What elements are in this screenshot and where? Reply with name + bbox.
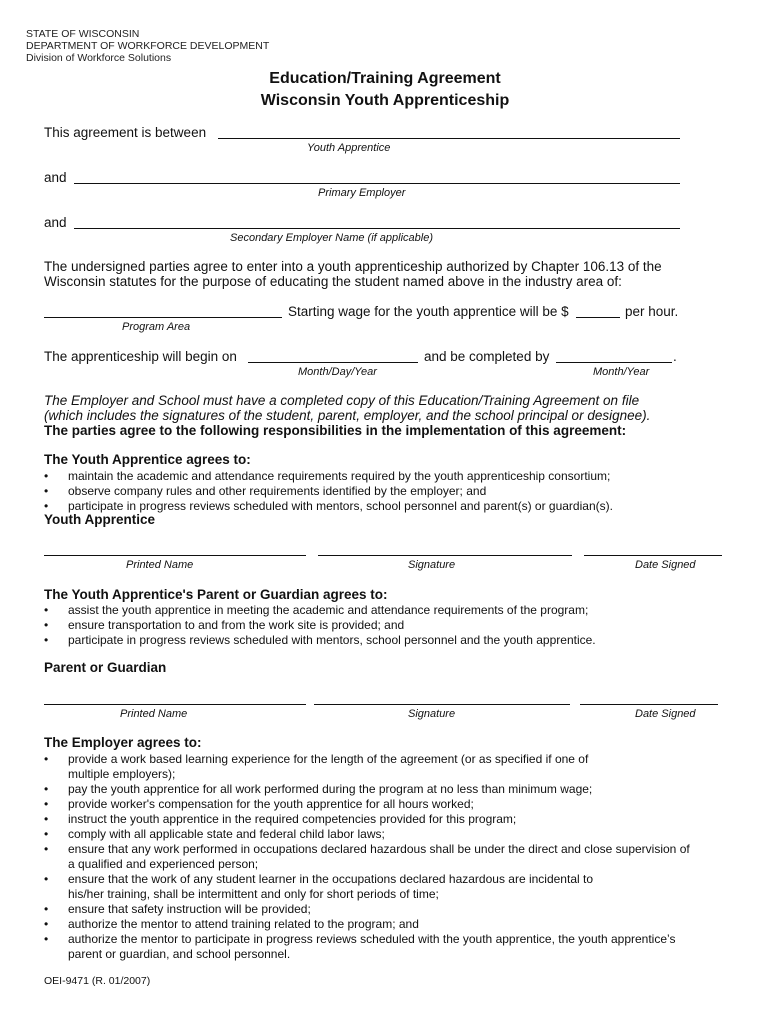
youth-apprentice-line[interactable] [218, 138, 680, 139]
bullet: • [44, 618, 49, 632]
bullet: • [44, 917, 49, 931]
bullet: • [44, 902, 49, 916]
begin-date-line[interactable] [248, 362, 418, 363]
youth-heading: The Youth Apprentice agrees to: [44, 452, 251, 467]
youth-item: maintain the academic and attendance requirements required by the youth apprenticeship consortium; [68, 469, 611, 483]
employer-item: authorize the mentor to attend training related to the program; and [68, 917, 419, 931]
intro-line-1: The undersigned parties agree to enter into a youth apprenticeship authorized by Chapter 106.13 of the [44, 259, 662, 274]
youth-signature-line[interactable] [318, 555, 572, 556]
employer-item: ensure that safety instruction will be provided; [68, 902, 311, 916]
agency-department: DEPARTMENT OF WORKFORCE DEVELOPMENT [26, 40, 270, 52]
employer-item: authorize the mentor to participate in progress reviews scheduled with the youth apprentice, the youth apprentice’s [68, 932, 676, 946]
parent-date-caption: Date Signed [635, 708, 696, 720]
intro-line-2: Wisconsin statutes for the purpose of educating the student named above in the industry area of: [44, 274, 622, 289]
agency-state: STATE OF WISCONSIN [26, 28, 140, 40]
between-label: This agreement is between [44, 125, 207, 140]
employer-item-continued: his/her training, shall be intermittent and only for short periods of time; [68, 887, 439, 901]
bullet: • [44, 499, 49, 513]
wage-text: Starting wage for the youth apprentice will be $ [288, 304, 569, 319]
parent-item: assist the youth apprentice in meeting the academic and attendance requirements of the program; [68, 603, 589, 617]
employer-item: pay the youth apprentice for all work performed during the program at no less than minimum wage; [68, 782, 593, 796]
employer-item: ensure that the work of any student learner in the occupations declared hazardous are incidental to [68, 872, 593, 886]
employer-item-continued: a qualified and experienced person; [68, 857, 259, 871]
notice-line-1: The Employer and School must have a completed copy of this Education/Training Agreement on file [44, 393, 640, 408]
youth-date-caption: Date Signed [635, 559, 696, 571]
youth-signature-heading: Youth Apprentice [44, 512, 155, 527]
completed-label: and be completed by [424, 349, 550, 364]
youth-printed-name-line[interactable] [44, 555, 306, 556]
bullet: • [44, 932, 49, 946]
parent-signature-heading: Parent or Guardian [44, 660, 167, 675]
employer-item: provide a work based learning experience for the length of the agreement (or as specified if one of [68, 752, 589, 766]
parent-signature-caption: Signature [408, 708, 456, 720]
employer-item: comply with all applicable state and federal child labor laws; [68, 827, 385, 841]
notice-line-2: (which includes the signatures of the student, parent, employer, and the school principal or designee). [44, 408, 651, 423]
bullet: • [44, 469, 49, 483]
bullet: • [44, 752, 49, 766]
parent-item: ensure transportation to and from the work site is provided; and [68, 618, 405, 632]
notice-line-3: The parties agree to the following responsibilities in the implementation of this agreement: [44, 423, 627, 438]
form-number: OEI-9471 (R. 01/2007) [44, 975, 151, 987]
begin-date-caption: Month/Day/Year [298, 366, 377, 378]
secondary-employer-caption: Secondary Employer Name (if applicable) [230, 232, 433, 244]
bullet: • [44, 827, 49, 841]
end-period: . [673, 349, 677, 364]
form-subtitle: Wisconsin Youth Apprenticeship [260, 92, 510, 109]
and-label-1: and [44, 170, 67, 185]
wage-amount-line[interactable] [576, 317, 620, 318]
parent-item: participate in progress reviews scheduled with mentors, school personnel and the youth apprentice. [68, 633, 596, 647]
employer-heading: The Employer agrees to: [44, 735, 202, 750]
form-title: Education/Training Agreement [269, 70, 501, 87]
program-area-line[interactable] [44, 317, 282, 318]
bullet: • [44, 797, 49, 811]
end-date-caption: Month/Year [593, 366, 650, 378]
program-area-caption: Program Area [122, 321, 191, 333]
parent-signature-line[interactable] [314, 704, 570, 705]
end-date-line[interactable] [556, 362, 672, 363]
employer-item: ensure that any work performed in occupations declared hazardous shall be under the direct and close supervision of [68, 842, 690, 856]
youth-apprentice-caption: Youth Apprentice [307, 142, 391, 154]
employer-item: provide worker's compensation for the youth apprentice for all hours worked; [68, 797, 474, 811]
bullet: • [44, 812, 49, 826]
youth-item: participate in progress reviews scheduled with mentors, school personnel and parent(s) or guardian(s). [68, 499, 613, 513]
youth-signature-caption: Signature [408, 559, 456, 571]
youth-printed-name-caption: Printed Name [126, 559, 194, 571]
secondary-employer-line[interactable] [74, 228, 680, 229]
youth-item: observe company rules and other requirements identified by the employer; and [68, 484, 487, 498]
bullet: • [44, 603, 49, 617]
bullet: • [44, 782, 49, 796]
bullet: • [44, 484, 49, 498]
and-label-2: and [44, 215, 67, 230]
youth-date-line[interactable] [584, 555, 722, 556]
parent-date-line[interactable] [580, 704, 718, 705]
begin-label: The apprenticeship will begin on [44, 349, 237, 364]
parent-printed-name-caption: Printed Name [120, 708, 188, 720]
employer-item: instruct the youth apprentice in the required competencies provided for this program; [68, 812, 517, 826]
primary-employer-caption: Primary Employer [318, 187, 406, 199]
agency-division: Division of Workforce Solutions [26, 52, 172, 64]
per-hour-text: per hour. [625, 304, 679, 319]
parent-heading: The Youth Apprentice's Parent or Guardian agrees to: [44, 587, 388, 602]
bullet: • [44, 842, 49, 856]
parent-printed-name-line[interactable] [44, 704, 306, 705]
employer-item-continued: multiple employers); [68, 767, 176, 781]
bullet: • [44, 872, 49, 886]
employer-item-continued: parent or guardian, and school personnel. [68, 947, 291, 961]
primary-employer-line[interactable] [74, 183, 680, 184]
bullet: • [44, 633, 49, 647]
